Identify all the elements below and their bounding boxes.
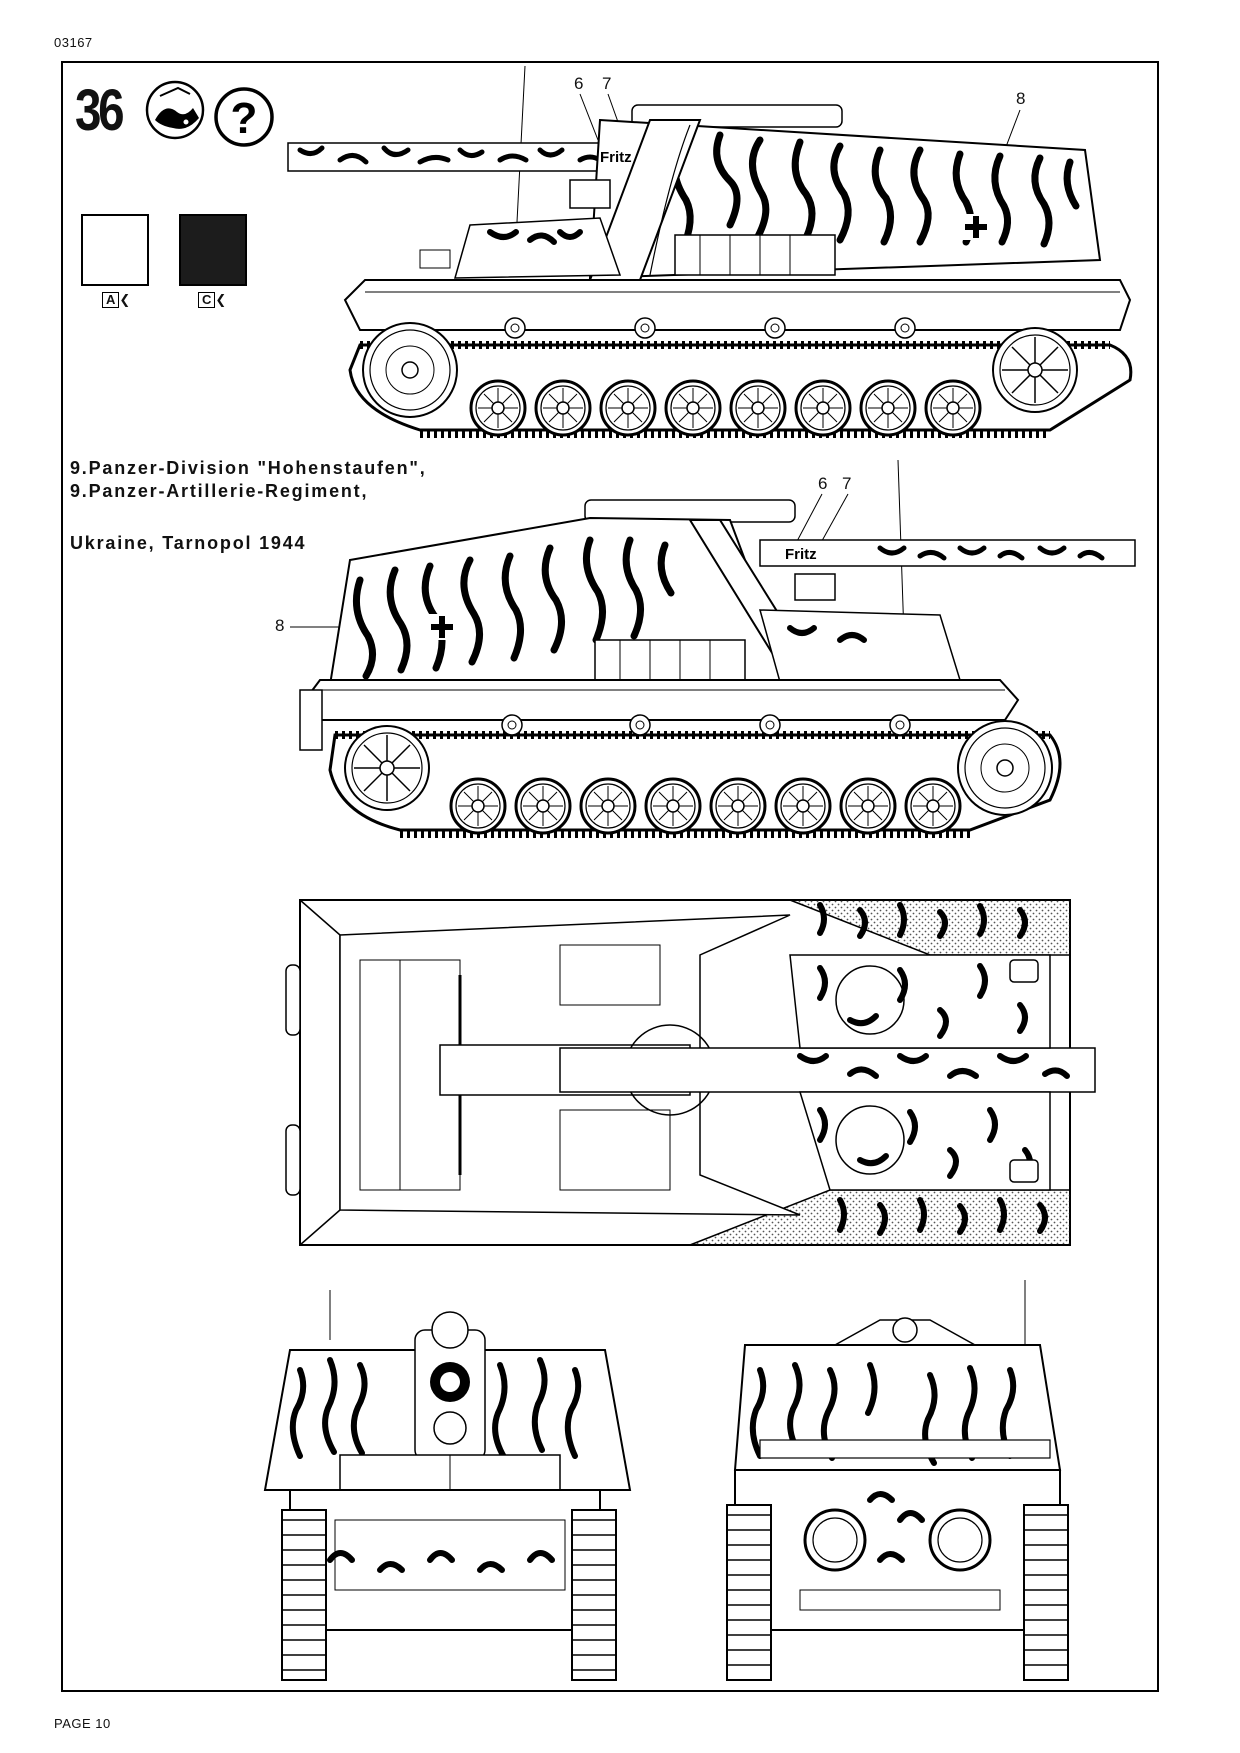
rear-view: [265, 1290, 630, 1680]
paint-code-a: A ❮: [102, 292, 130, 308]
side-view-right: [290, 460, 1135, 834]
caption-division: 9.Panzer-Division "Hohenstaufen",: [70, 458, 427, 478]
top-view: [286, 900, 1095, 1245]
callout-8-second: 8: [275, 616, 285, 635]
callout-6-second: 6: [818, 474, 828, 493]
painting-icon: [147, 82, 203, 138]
fritz-name-right: Fritz: [785, 546, 817, 563]
front-view: [727, 1280, 1068, 1680]
question-icon: [216, 89, 272, 145]
callout-8-top: 8: [1016, 89, 1026, 108]
caption-regiment: 9.Panzer-Artillerie-Regiment,: [70, 481, 369, 501]
callout-7-second: 7: [842, 474, 852, 493]
balkenkreuz-icon: [963, 214, 989, 240]
page-number: PAGE 10: [54, 1716, 111, 1731]
fritz-name-left: Fritz: [600, 149, 632, 166]
svg-text:?: ?: [230, 94, 258, 143]
paint-code-c: C ❮: [198, 292, 226, 308]
step-number: 36: [75, 78, 122, 143]
document-code: 03167: [54, 35, 93, 50]
callout-6-top: 6: [574, 74, 584, 93]
callout-7-top: 7: [602, 74, 612, 93]
caption-location: Ukraine, Tarnopol 1944: [70, 533, 307, 553]
side-view-left: [288, 66, 1131, 435]
